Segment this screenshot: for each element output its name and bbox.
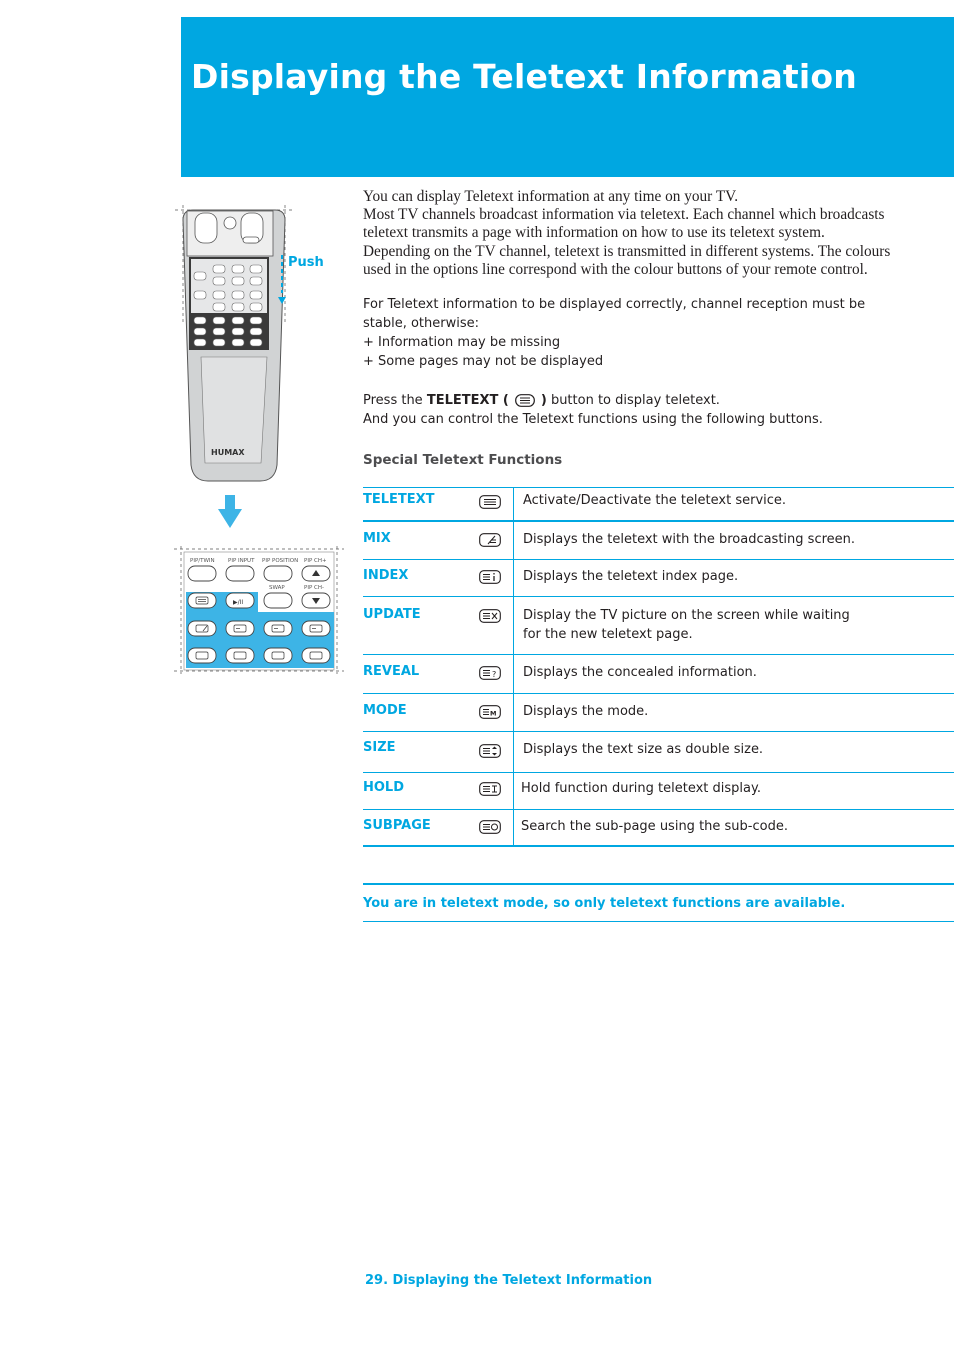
index-icon [479,570,501,584]
pip-twin-label: PIP/TWIN [190,558,215,564]
function-name: MIX [363,531,391,546]
table-row [363,596,954,654]
pip-ch-up-label: PIP CH+ [304,558,327,564]
function-name: HOLD [363,780,405,795]
function-desc: Activate/Deactivate the teletext service. [523,493,787,508]
function-desc: Display the TV picture on the screen while waiting [523,608,850,623]
function-desc: Displays the teletext index page. [523,569,739,584]
svg-text:M: M [490,709,497,718]
page-footer: 29. Displaying the Teletext Information [365,1273,653,1288]
table-row [363,772,954,809]
table-row [363,654,954,693]
remote-control-illustration [175,205,293,490]
function-desc: Displays the concealed information. [523,665,757,680]
mix-icon [479,533,501,547]
pip-ch-down-label: PIP CH- [304,585,324,591]
function-name: INDEX [363,568,409,583]
teletext-functions-table [363,487,954,847]
page-title: Displaying the Teletext Information [191,57,857,96]
function-name: REVEAL [363,664,420,679]
function-name: SUBPAGE [363,818,431,833]
subpage-icon [479,820,501,834]
section-title: Special Teletext Functions [363,452,563,468]
mode-icon [479,705,501,719]
teletext-mode-note: You are in teletext mode, so only teletext functions are available. [363,883,954,922]
table-row [363,731,954,772]
svg-text:?: ? [492,670,497,679]
table-row [363,693,954,731]
function-name: SIZE [363,740,396,755]
teletext-icon [479,495,501,509]
reveal-icon [479,666,501,680]
function-desc: Displays the mode. [523,704,649,719]
function-desc: Search the sub-page using the sub-code. [521,819,788,834]
function-name: UPDATE [363,607,421,622]
hold-icon [479,782,501,796]
press-instruction: Press the TELETEXT ( ) button to display teletext. And you can control the Teletext functions using the following buttons. [363,393,823,427]
play-pause-label: ▶/II [233,599,244,606]
function-name: TELETEXT [363,492,435,507]
header-banner [181,17,954,177]
table-row [363,559,954,596]
table-row [363,809,954,847]
reception-note: For Teletext information to be displayed correctly, channel reception must be stable, otherwise: + Information may be missing + Some pages may not be displayed [363,297,866,369]
intro-paragraph: You can display Teletext information at any time on your TV. Most TV channels broadcast information via teletext. Each channel which broadcasts teletext transmits a page with information on how to use its teletext system. Depending on the TV channel, teletext is transmitted in different systems. The colours used in the options line correspond with the colour buttons of your remote control. [363,188,891,278]
function-desc: Hold function during teletext display. [521,781,761,796]
pip-position-label: PIP POSITION [262,558,299,564]
function-desc: for the new teletext page. [523,627,693,642]
update-icon [479,609,501,623]
brand-logo: HUMAX [211,448,245,457]
size-icon [479,744,501,758]
down-arrow-icon [218,495,242,529]
function-name: MODE [363,703,407,718]
pip-input-label: PIP INPUT [228,558,255,564]
remote-button-detail [174,546,344,674]
swap-label: SWAP [269,585,285,591]
push-label: Push [288,255,324,270]
table-row [363,520,954,559]
function-desc: Displays the text size as double size. [523,742,764,757]
table-row [363,487,954,520]
function-desc: Displays the teletext with the broadcasting screen. [523,532,856,547]
teletext-icon [515,394,535,407]
